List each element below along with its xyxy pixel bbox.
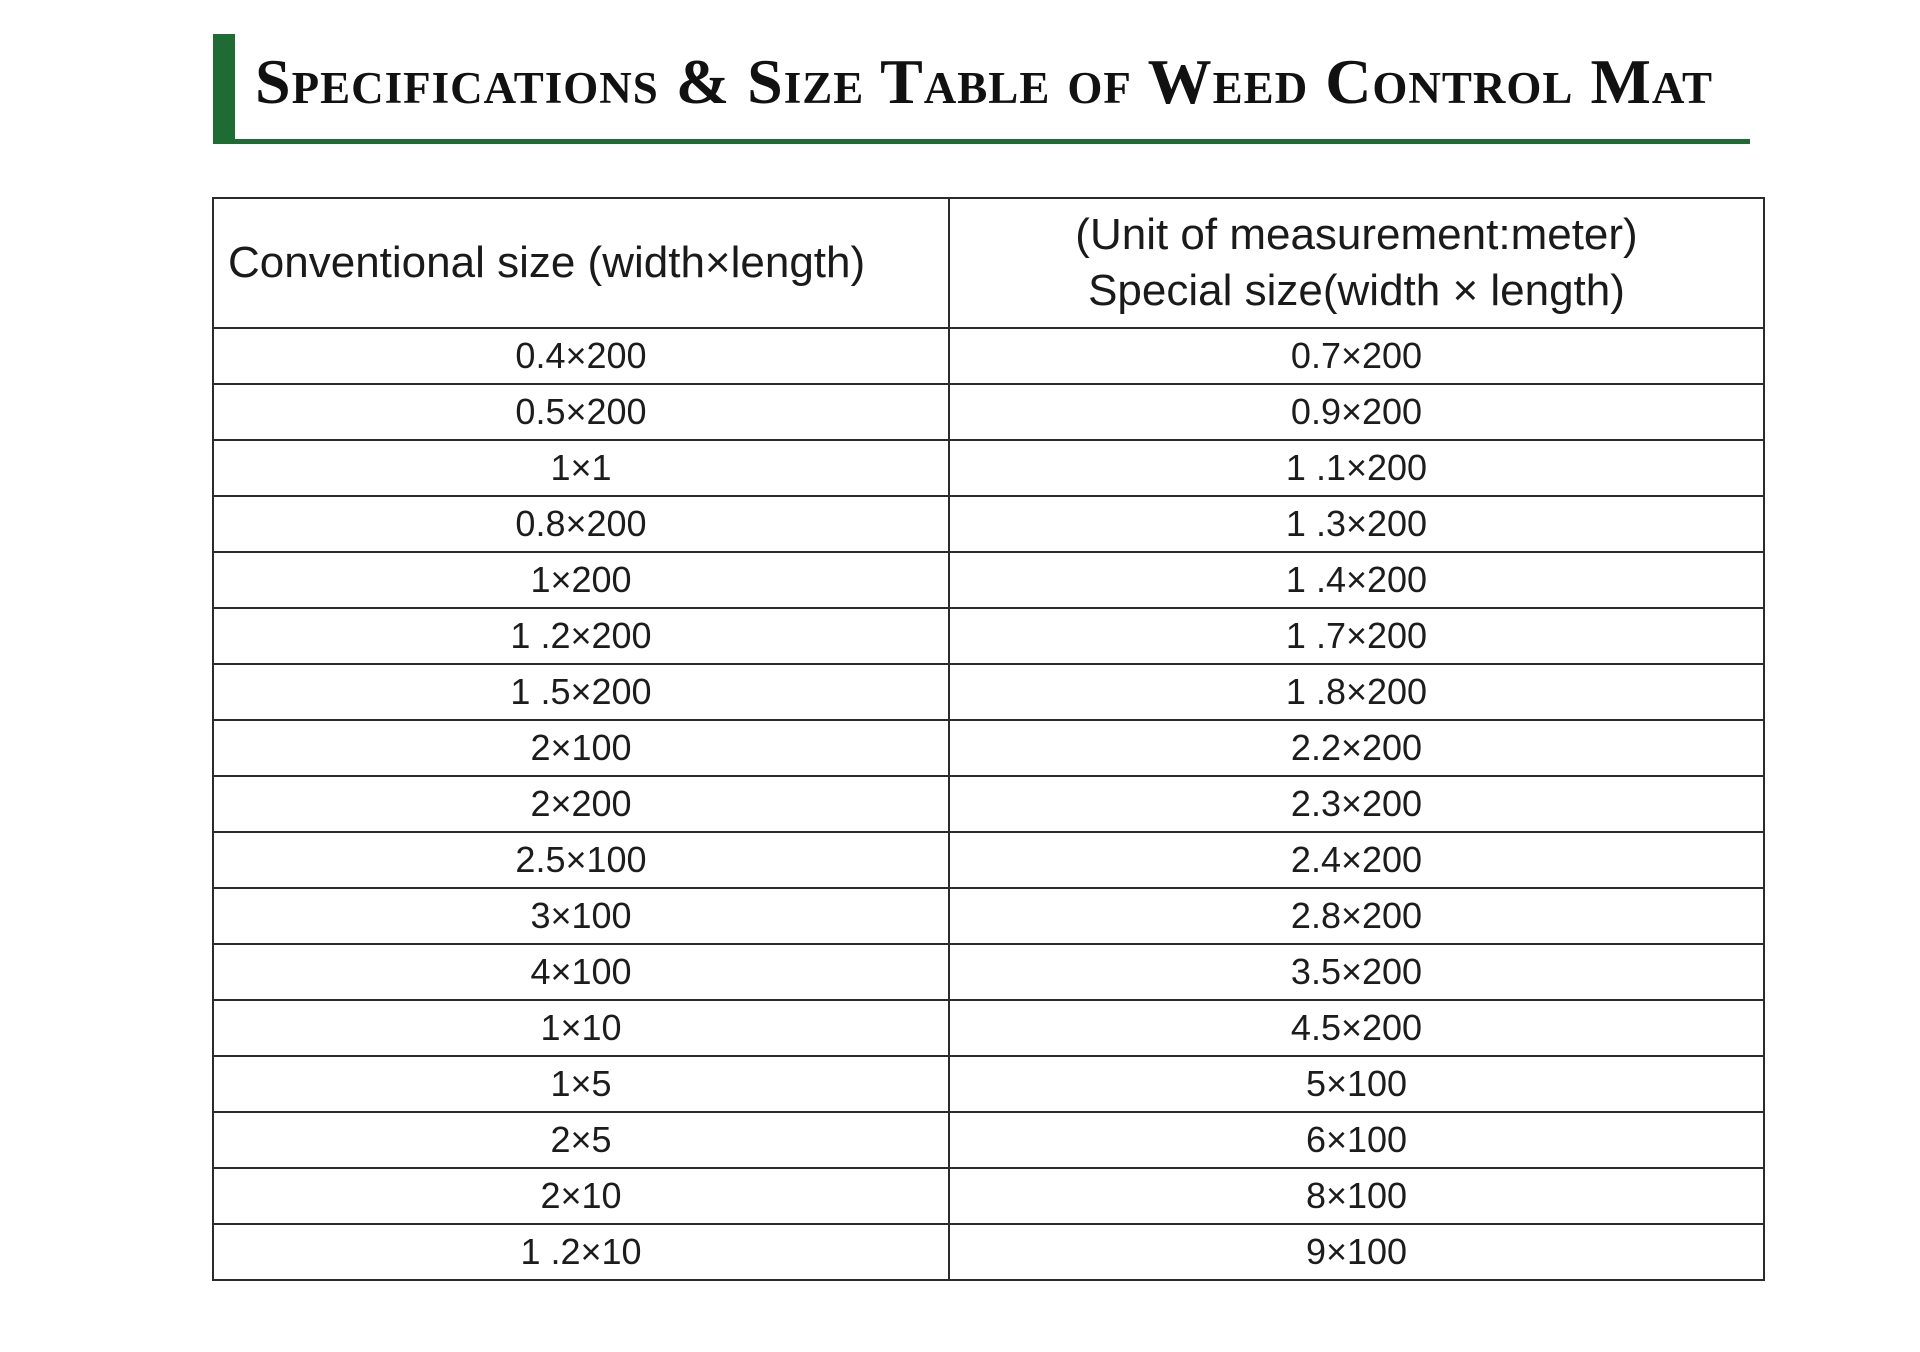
header-conventional-size: Conventional size (width×length) [213,198,949,328]
table-row [213,496,1764,552]
conventional-size-cell: 1×10 [213,1000,949,1056]
special-size-cell: 5×100 [949,1056,1764,1112]
conventional-size-cell: 1×5 [213,1056,949,1112]
special-size-cell: 1 .4×200 [949,552,1764,608]
conventional-size-cell: 1×1 [213,440,949,496]
special-size-cell: 0.7×200 [949,328,1764,384]
table-row [213,384,1764,440]
special-size-cell: 6×100 [949,1112,1764,1168]
conventional-size-cell: 2×200 [213,776,949,832]
special-size-cell: 0.9×200 [949,384,1764,440]
special-size-cell: 2.3×200 [949,776,1764,832]
conventional-size-cell: 2×5 [213,1112,949,1168]
special-size-cell: 8×100 [949,1168,1764,1224]
table-row [213,1056,1764,1112]
table-row [213,1224,1764,1280]
table-row [213,776,1764,832]
page-title: Specifications & Size Table of Weed Control Mat [255,46,1714,117]
special-size-cell: 2.4×200 [949,832,1764,888]
header-special-label: Special size(width × length) [1088,266,1625,315]
conventional-size-cell: 0.8×200 [213,496,949,552]
special-size-cell: 3.5×200 [949,944,1764,1000]
table-row [213,1112,1764,1168]
conventional-size-cell: 0.5×200 [213,384,949,440]
special-size-cell: 1 .1×200 [949,440,1764,496]
table-row [213,944,1764,1000]
conventional-size-cell: 1×200 [213,552,949,608]
conventional-size-cell: 2×10 [213,1168,949,1224]
conventional-size-cell: 3×100 [213,888,949,944]
table-row [213,440,1764,496]
title-accent-bar [213,34,235,144]
table-row [213,328,1764,384]
special-size-cell: 1 .7×200 [949,608,1764,664]
special-size-cell: 9×100 [949,1224,1764,1280]
special-size-cell: 1 .3×200 [949,496,1764,552]
header-special-size [949,198,1764,328]
table-row [213,664,1764,720]
conventional-size-cell: 2×100 [213,720,949,776]
conventional-size-cell: 4×100 [213,944,949,1000]
special-size-cell: 4.5×200 [949,1000,1764,1056]
special-size-cell: 2.8×200 [949,888,1764,944]
size-table [212,197,1765,1281]
special-size-cell: 1 .8×200 [949,664,1764,720]
header-row [213,198,1764,328]
conventional-size-cell: 1 .2×10 [213,1224,949,1280]
conventional-size-cell: 1 .5×200 [213,664,949,720]
table-row [213,1000,1764,1056]
size-table-header [213,198,1764,328]
size-table-body [213,328,1764,1280]
table-row [213,832,1764,888]
header-unit-note: (Unit of measurement:meter) [1075,210,1638,259]
special-size-cell: 2.2×200 [949,720,1764,776]
table-row [213,720,1764,776]
title-underline [213,139,1750,144]
table-row [213,888,1764,944]
table-row [213,552,1764,608]
table-row [213,608,1764,664]
title-block [213,34,1750,144]
conventional-size-cell: 2.5×100 [213,832,949,888]
conventional-size-cell: 1 .2×200 [213,608,949,664]
conventional-size-cell: 0.4×200 [213,328,949,384]
table-row [213,1168,1764,1224]
